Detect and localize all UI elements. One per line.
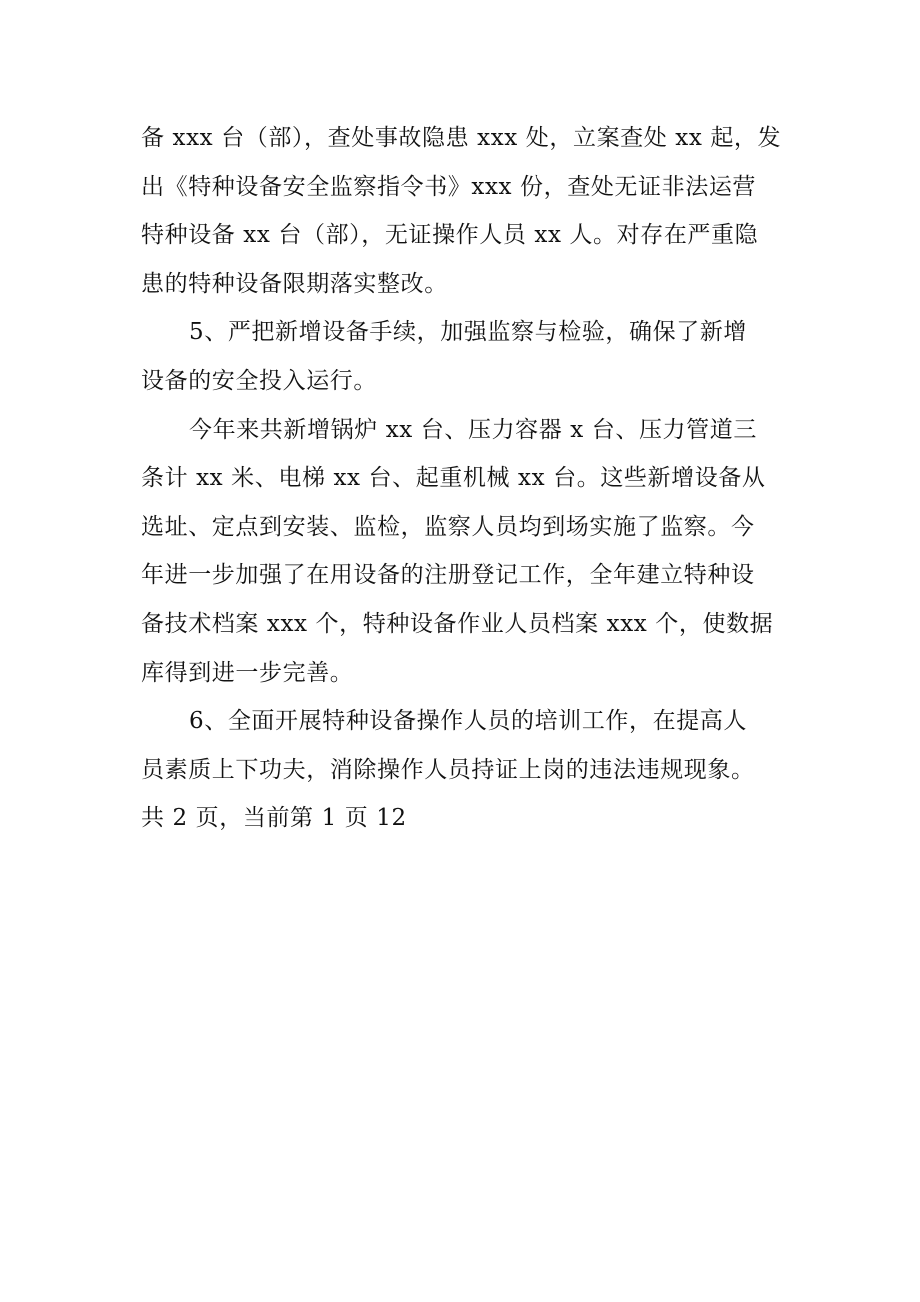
text-line: 员素质上下功夫，消除操作人员持证上岗的违法违规现象。 (141, 756, 755, 783)
paragraph-new-equipment (141, 406, 791, 698)
text-line: 备技术档案 xxx 个，特种设备作业人员档案 xxx 个，使数据 (141, 610, 774, 637)
paragraph-item-5 (141, 308, 791, 405)
text-line: 今年来共新增锅炉 xx 台、压力容器 x 台、压力管道三 (189, 416, 757, 443)
text-line: 条计 xx 米、电梯 xx 台、起重机械 xx 台。这些新增设备从 (141, 465, 766, 492)
page-info: 共 2 页，当前第 1 页 12 (141, 805, 407, 832)
text-line: 5、严把新增设备手续，加强监察与检验，确保了新增 (189, 319, 748, 346)
text-line: 年进一步加强了在用设备的注册登记工作，全年建立特种设 (141, 562, 755, 589)
text-line: 出《特种设备安全监察指令书》xxx 份，查处无证非法运营 (141, 173, 757, 200)
text-line: 患的特种设备限期落实整改。 (141, 270, 448, 297)
text-line: 设备的安全投入运行。 (141, 367, 377, 394)
text-line: 6、全面开展特种设备操作人员的培训工作，在提高人 (189, 708, 748, 735)
text-line: 特种设备 xx 台（部），无证操作人员 xx 人。对存在严重隐 (141, 222, 759, 249)
paragraph-violations (141, 114, 791, 308)
text-line: 备 xxx 台（部），查处事故隐患 xxx 处，立案查处 xx 起，发 (141, 125, 782, 151)
paragraph-item-6 (141, 697, 791, 794)
document-body (141, 114, 791, 843)
text-line: 库得到进一步完善。 (141, 659, 354, 686)
text-line: 选址、定点到安装、监检，监察人员均到场实施了监察。今 (141, 513, 755, 540)
